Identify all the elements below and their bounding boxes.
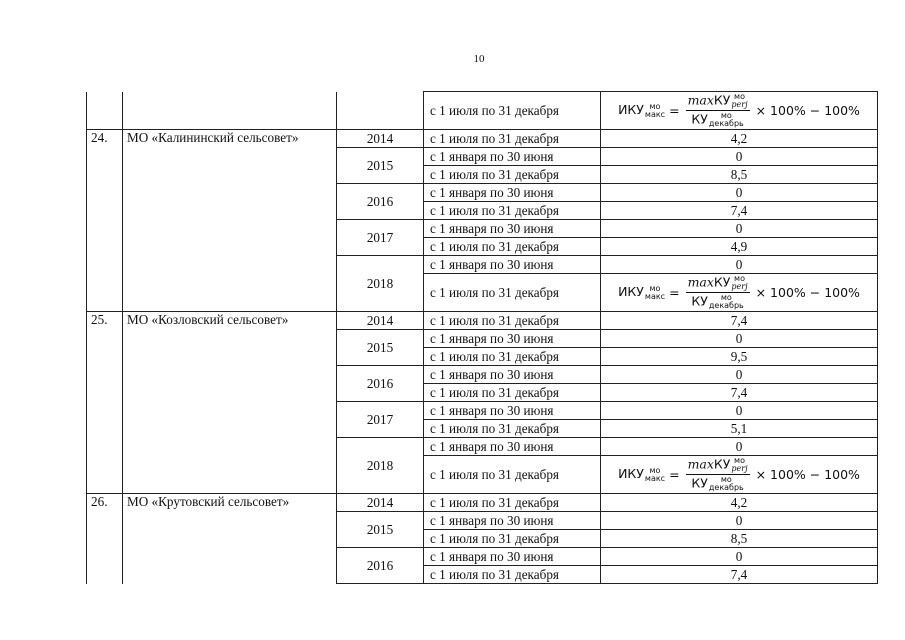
value-cell: 7,4 bbox=[601, 202, 878, 220]
table-row bbox=[87, 130, 878, 148]
period-cell: с 1 июля по 31 декабря bbox=[424, 166, 601, 184]
value-cell bbox=[601, 92, 878, 130]
period-cell: с 1 января по 30 июня bbox=[424, 402, 601, 420]
number-cell: 24. bbox=[87, 130, 123, 312]
value-cell: 0 bbox=[601, 220, 878, 238]
value-cell: 0 bbox=[601, 438, 878, 456]
formula-eq: = bbox=[669, 467, 680, 482]
value-cell: 7,4 bbox=[601, 312, 878, 330]
formula-denominator: КУ мо декабрь bbox=[691, 293, 744, 310]
formula-fraction bbox=[686, 93, 750, 128]
period-cell: с 1 июля по 31 декабря bbox=[424, 420, 601, 438]
value-cell: 0 bbox=[601, 256, 878, 274]
value-cell: 7,4 bbox=[601, 566, 878, 584]
formula-eq: = bbox=[669, 103, 680, 118]
value-cell: 4,2 bbox=[601, 130, 878, 148]
value-cell: 0 bbox=[601, 512, 878, 530]
period-cell: с 1 января по 30 июня bbox=[424, 220, 601, 238]
period-cell: с 1 июля по 31 декабря bbox=[424, 130, 601, 148]
formula-numerator: maxКУ мо perj bbox=[687, 274, 748, 291]
table-row bbox=[87, 312, 878, 330]
year-cell: 2017 bbox=[337, 220, 424, 256]
period-cell: с 1 июля по 31 декабря bbox=[424, 348, 601, 366]
period-cell: с 1 января по 30 июня bbox=[424, 148, 601, 166]
value-cell: 0 bbox=[601, 184, 878, 202]
table-body bbox=[87, 92, 878, 584]
year-cell: 2018 bbox=[337, 438, 424, 494]
formula-lhs: ИКУ мо макс bbox=[618, 101, 666, 119]
value-cell bbox=[601, 274, 878, 312]
period-cell: с 1 июля по 31 декабря bbox=[424, 312, 601, 330]
period-cell: с 1 января по 30 июня bbox=[424, 438, 601, 456]
formula-lhs: ИКУ мо макс bbox=[618, 465, 666, 483]
value-cell: 8,5 bbox=[601, 530, 878, 548]
period-cell: с 1 июля по 31 декабря bbox=[424, 238, 601, 256]
index-formula bbox=[618, 93, 860, 128]
year-cell: 2014 bbox=[337, 130, 424, 148]
year-cell: 2016 bbox=[337, 366, 424, 402]
value-cell: 4,2 bbox=[601, 494, 878, 512]
period-cell: с 1 января по 30 июня bbox=[424, 366, 601, 384]
table-row bbox=[87, 92, 878, 130]
formula-numerator: maxКУ мо perj bbox=[687, 92, 748, 109]
year-cell: 2015 bbox=[337, 512, 424, 548]
formula-numerator: maxКУ мо perj bbox=[687, 456, 748, 473]
year-cell: 2014 bbox=[337, 312, 424, 330]
value-cell: 5,1 bbox=[601, 420, 878, 438]
tariff-table bbox=[86, 91, 878, 584]
formula-tail: × 100% − 100% bbox=[755, 285, 860, 300]
municipality-cell: МО «Козловский сельсовет» bbox=[123, 312, 337, 494]
number-cell: 26. bbox=[87, 494, 123, 584]
year-cell: 2014 bbox=[337, 494, 424, 512]
value-cell: 0 bbox=[601, 330, 878, 348]
period-cell: с 1 июля по 31 декабря bbox=[424, 92, 601, 130]
number-cell bbox=[87, 92, 123, 130]
year-cell bbox=[337, 92, 424, 130]
formula-eq: = bbox=[669, 285, 680, 300]
period-cell: с 1 июля по 31 декабря bbox=[424, 530, 601, 548]
formula-tail: × 100% − 100% bbox=[755, 103, 860, 118]
value-cell: 7,4 bbox=[601, 384, 878, 402]
year-cell: 2015 bbox=[337, 148, 424, 184]
value-cell: 9,5 bbox=[601, 348, 878, 366]
formula-denominator: КУ мо декабрь bbox=[691, 475, 744, 492]
index-formula bbox=[618, 275, 860, 310]
value-cell: 0 bbox=[601, 366, 878, 384]
formula-fraction bbox=[686, 275, 750, 310]
year-cell: 2015 bbox=[337, 330, 424, 366]
municipality-cell bbox=[123, 92, 337, 130]
municipality-cell: МО «Крутовский сельсовет» bbox=[123, 494, 337, 584]
period-cell: с 1 января по 30 июня bbox=[424, 184, 601, 202]
value-cell: 4,9 bbox=[601, 238, 878, 256]
year-cell: 2018 bbox=[337, 256, 424, 312]
page-number: 10 bbox=[473, 53, 485, 65]
period-cell: с 1 июля по 31 декабря bbox=[424, 384, 601, 402]
period-cell: с 1 июля по 31 декабря bbox=[424, 566, 601, 584]
period-cell: с 1 июля по 31 декабря bbox=[424, 494, 601, 512]
period-cell: с 1 января по 30 июня bbox=[424, 256, 601, 274]
period-cell: с 1 января по 30 июня bbox=[424, 330, 601, 348]
period-cell: с 1 января по 30 июня bbox=[424, 512, 601, 530]
formula-fraction bbox=[686, 457, 750, 492]
year-cell: 2016 bbox=[337, 184, 424, 220]
period-cell: с 1 июля по 31 декабря bbox=[424, 456, 601, 494]
value-cell: 0 bbox=[601, 548, 878, 566]
year-cell: 2016 bbox=[337, 548, 424, 584]
value-cell: 8,5 bbox=[601, 166, 878, 184]
number-cell: 25. bbox=[87, 312, 123, 494]
formula-lhs: ИКУ мо макс bbox=[618, 283, 666, 301]
period-cell: с 1 января по 30 июня bbox=[424, 548, 601, 566]
value-cell bbox=[601, 456, 878, 494]
index-formula bbox=[618, 457, 860, 492]
period-cell: с 1 июля по 31 декабря bbox=[424, 202, 601, 220]
table-row bbox=[87, 494, 878, 512]
value-cell: 0 bbox=[601, 402, 878, 420]
formula-tail: × 100% − 100% bbox=[755, 467, 860, 482]
year-cell: 2017 bbox=[337, 402, 424, 438]
municipality-cell: МО «Калининский сельсовет» bbox=[123, 130, 337, 312]
value-cell: 0 bbox=[601, 148, 878, 166]
period-cell: с 1 июля по 31 декабря bbox=[424, 274, 601, 312]
formula-denominator: КУ мо декабрь bbox=[691, 111, 744, 128]
